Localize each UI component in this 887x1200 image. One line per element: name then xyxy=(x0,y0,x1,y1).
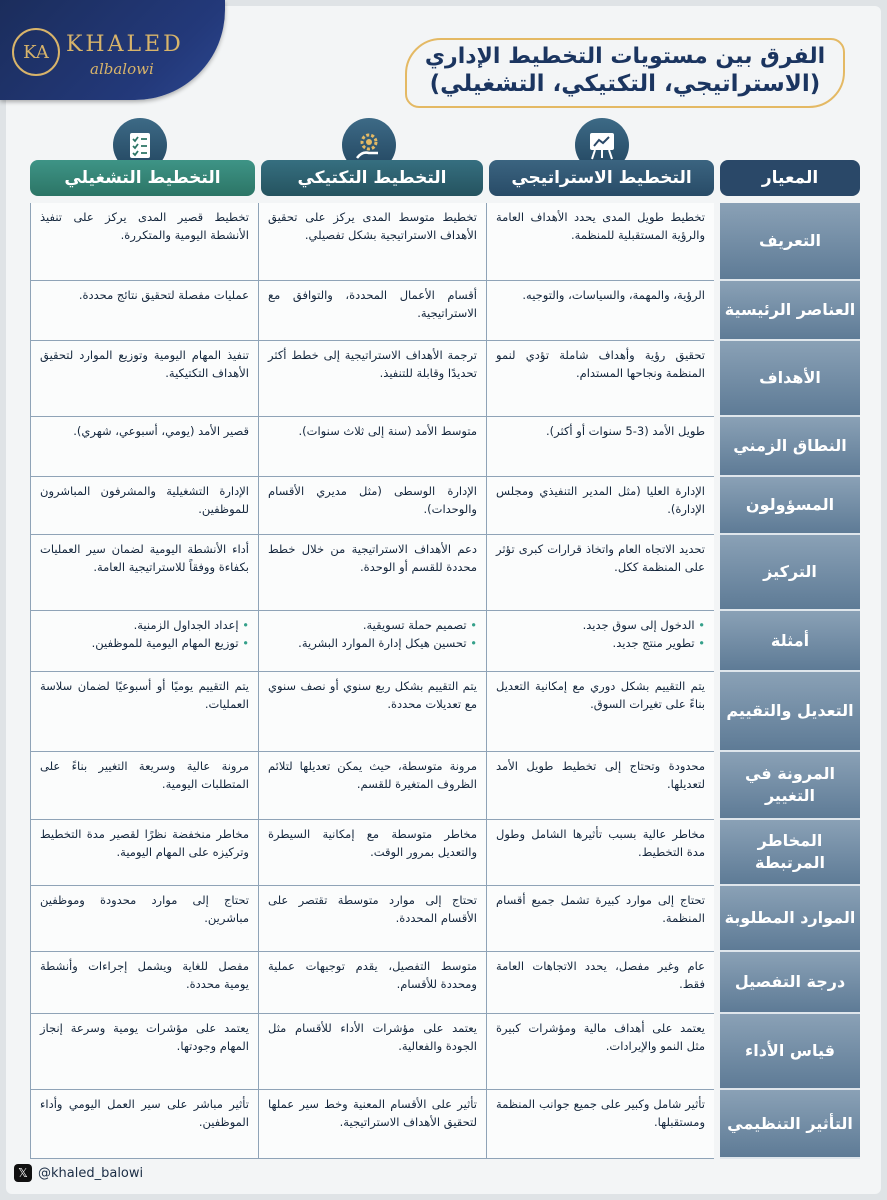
table-row xyxy=(30,477,860,535)
strategic-cell: مخاطر عالية بسبب تأثيرها الشامل وطول مدة التخطيط. xyxy=(486,820,714,886)
strategic-cell: طويل الأمد (3-5 سنوات أو أكثر). xyxy=(486,417,714,477)
title-line-1: الفرق بين مستويات التخطيط الإداري xyxy=(424,44,826,69)
table-row xyxy=(30,611,860,672)
criterion-cell: أمثلة xyxy=(720,611,860,672)
logo-name: KHALED xyxy=(66,32,184,57)
criterion-cell: المخاطر المرتبطة xyxy=(720,820,860,886)
table-row xyxy=(30,1090,860,1159)
table-row xyxy=(30,752,860,820)
logo-subtitle: albalowi xyxy=(90,60,154,78)
example-item: • تطوير منتج جديد. xyxy=(496,634,705,652)
operational-cell: قصير الأمد (يومي، أسبوعي، شهري). xyxy=(30,417,258,477)
operational-cell: الإدارة التشغيلية والمشرفون المباشرون للموظفين. xyxy=(30,477,258,535)
logo-monogram: KA xyxy=(12,28,60,76)
footer-handle[interactable]: @khaled_balowi xyxy=(38,1165,144,1181)
page-title xyxy=(405,38,845,108)
example-item: • الدخول إلى سوق جديد. xyxy=(496,616,705,634)
criterion-cell: الأهداف xyxy=(720,341,860,417)
header-tactical: التخطيط التكتيكي xyxy=(261,160,483,196)
strategic-cell: محدودة وتحتاج إلى تخطيط طويل الأمد لتعديلها. xyxy=(486,752,714,820)
operational-cell: يعتمد على مؤشرات يومية وسرعة إنجاز المهام وجودتها. xyxy=(30,1014,258,1090)
strategic-cell: تأثير شامل وكبير على جميع جوانب المنظمة ومستقبلها. xyxy=(486,1090,714,1159)
operational-cell: مخاطر منخفضة نظرًا لقصير مدة التخطيط وتركيزه على المهام اليومية. xyxy=(30,820,258,886)
table-row xyxy=(30,535,860,611)
criterion-cell: قياس الأداء xyxy=(720,1014,860,1090)
strategic-cell: يتم التقييم بشكل دوري مع إمكانية التعديل بناءً على تغيرات السوق. xyxy=(486,672,714,752)
strategic-cell: تحديد الاتجاه العام واتخاذ قرارات كبرى تؤثر على المنظمة ككل. xyxy=(486,535,714,611)
operational-cell: يتم التقييم يوميًا أو أسبوعيًا لضمان سلاسة العمليات. xyxy=(30,672,258,752)
table-row xyxy=(30,341,860,417)
criterion-cell: المرونة في التغيير xyxy=(720,752,860,820)
operational-cell: تأثير مباشر على سير العمل اليومي وأداء الموظفين. xyxy=(30,1090,258,1159)
criterion-cell: النطاق الزمني xyxy=(720,417,860,477)
table-row xyxy=(30,672,860,752)
strategic-cell: عام وغير مفصل، يحدد الاتجاهات العامة فقط. xyxy=(486,952,714,1014)
strategic-cell xyxy=(486,611,714,672)
tactical-cell: متوسط الأمد (سنة إلى ثلاث سنوات). xyxy=(258,417,486,477)
operational-cell: أداء الأنشطة اليومية لضمان سير العمليات بكفاءة ووفقاً للاستراتيجية العامة. xyxy=(30,535,258,611)
criterion-cell: التعريف xyxy=(720,203,860,281)
criterion-cell: درجة التفصيل xyxy=(720,952,860,1014)
criterion-cell: التركيز xyxy=(720,535,860,611)
strategic-cell: تحتاج إلى موارد كبيرة تشمل جميع أقسام المنظمة. xyxy=(486,886,714,952)
tactical-cell: مخاطر متوسطة مع إمكانية السيطرة والتعديل بمرور الوقت. xyxy=(258,820,486,886)
strategic-cell: يعتمد على أهداف مالية ومؤشرات كبيرة مثل النمو والإيرادات. xyxy=(486,1014,714,1090)
operational-cell: تنفيذ المهام اليومية وتوزيع الموارد لتحقيق الأهداف التكتيكية. xyxy=(30,341,258,417)
tactical-cell: يعتمد على مؤشرات الأداء للأقسام مثل الجودة والفعالية. xyxy=(258,1014,486,1090)
operational-cell: عمليات مفصلة لتحقيق نتائج محددة. xyxy=(30,281,258,341)
strategic-cell: الرؤية، والمهمة، والسياسات، والتوجيه. xyxy=(486,281,714,341)
criterion-cell: التأثير التنظيمي xyxy=(720,1090,860,1159)
example-item: • إعداد الجداول الزمنية. xyxy=(40,616,249,634)
strategic-cell: تحقيق رؤية وأهداف شاملة تؤدي لنمو المنظمة ونجاحها المستدام. xyxy=(486,341,714,417)
operational-cell: مفصل للغاية ويشمل إجراءات وأنشطة يومية محددة. xyxy=(30,952,258,1014)
operational-cell: تحتاج إلى موارد محدودة وموظفين مباشرين. xyxy=(30,886,258,952)
header-operational: التخطيط التشغيلي xyxy=(30,160,255,196)
table-row xyxy=(30,1014,860,1090)
table-row xyxy=(30,820,860,886)
table-row xyxy=(30,886,860,952)
header-criterion: المعيار xyxy=(720,160,860,196)
example-item: • تحسين هيكل إدارة الموارد البشرية. xyxy=(268,634,477,652)
tactical-cell: تحتاج إلى موارد متوسطة تقتصر على الأقسام المحددة. xyxy=(258,886,486,952)
tactical-cell: متوسط التفصيل، يقدم توجيهات عملية ومحددة للأقسام. xyxy=(258,952,486,1014)
title-line-2: (الاستراتيجي، التكتيكي، التشغيلي) xyxy=(429,71,821,97)
tactical-cell: تخطيط متوسط المدى يركز على تحقيق الأهداف الاستراتيجية بشكل تفصيلي. xyxy=(258,203,486,281)
criterion-cell: المسؤولون xyxy=(720,477,860,535)
criterion-cell: العناصر الرئيسية xyxy=(720,281,860,341)
footer-credit xyxy=(14,1162,143,1184)
criterion-cell: التعديل والتقييم xyxy=(720,672,860,752)
tactical-cell: أقسام الأعمال المحددة، والتوافق مع الاستراتيجية. xyxy=(258,281,486,341)
strategic-cell: تخطيط طويل المدى يحدد الأهداف العامة والرؤية المستقبلية للمنظمة. xyxy=(486,203,714,281)
example-item: • توزيع المهام اليومية للموظفين. xyxy=(40,634,249,652)
operational-cell: تخطيط قصير المدى يركز على تنفيذ الأنشطة اليومية والمتكررة. xyxy=(30,203,258,281)
operational-cell xyxy=(30,611,258,672)
tactical-cell: تأثير على الأقسام المعنية وخط سير عملها لتحقيق الأهداف الاستراتيجية. xyxy=(258,1090,486,1159)
tactical-cell xyxy=(258,611,486,672)
x-logo-icon: 𝕏 xyxy=(14,1164,32,1182)
header-strategic: التخطيط الاستراتيجي xyxy=(489,160,714,196)
table-row xyxy=(30,281,860,341)
tactical-cell: الإدارة الوسطى (مثل مديري الأقسام والوحدات). xyxy=(258,477,486,535)
tactical-cell: مرونة متوسطة، حيث يمكن تعديلها لتلائم الظروف المتغيرة للقسم. xyxy=(258,752,486,820)
tactical-cell: يتم التقييم بشكل ربع سنوي أو نصف سنوي مع تعديلات محددة. xyxy=(258,672,486,752)
example-item: • تصميم حملة تسويقية. xyxy=(268,616,477,634)
operational-cell: مرونة عالية وسريعة التغيير بناءً على المتطلبات اليومية. xyxy=(30,752,258,820)
tactical-cell: دعم الأهداف الاستراتيجية من خلال خطط محددة للقسم أو الوحدة. xyxy=(258,535,486,611)
tactical-cell: ترجمة الأهداف الاستراتيجية إلى خطط أكثر تحديدًا وقابلة للتنفيذ. xyxy=(258,341,486,417)
table-row xyxy=(30,952,860,1014)
strategic-cell: الإدارة العليا (مثل المدير التنفيذي ومجلس الإدارة). xyxy=(486,477,714,535)
criterion-cell: الموارد المطلوبة xyxy=(720,886,860,952)
table-row xyxy=(30,417,860,477)
table-row xyxy=(30,203,860,281)
